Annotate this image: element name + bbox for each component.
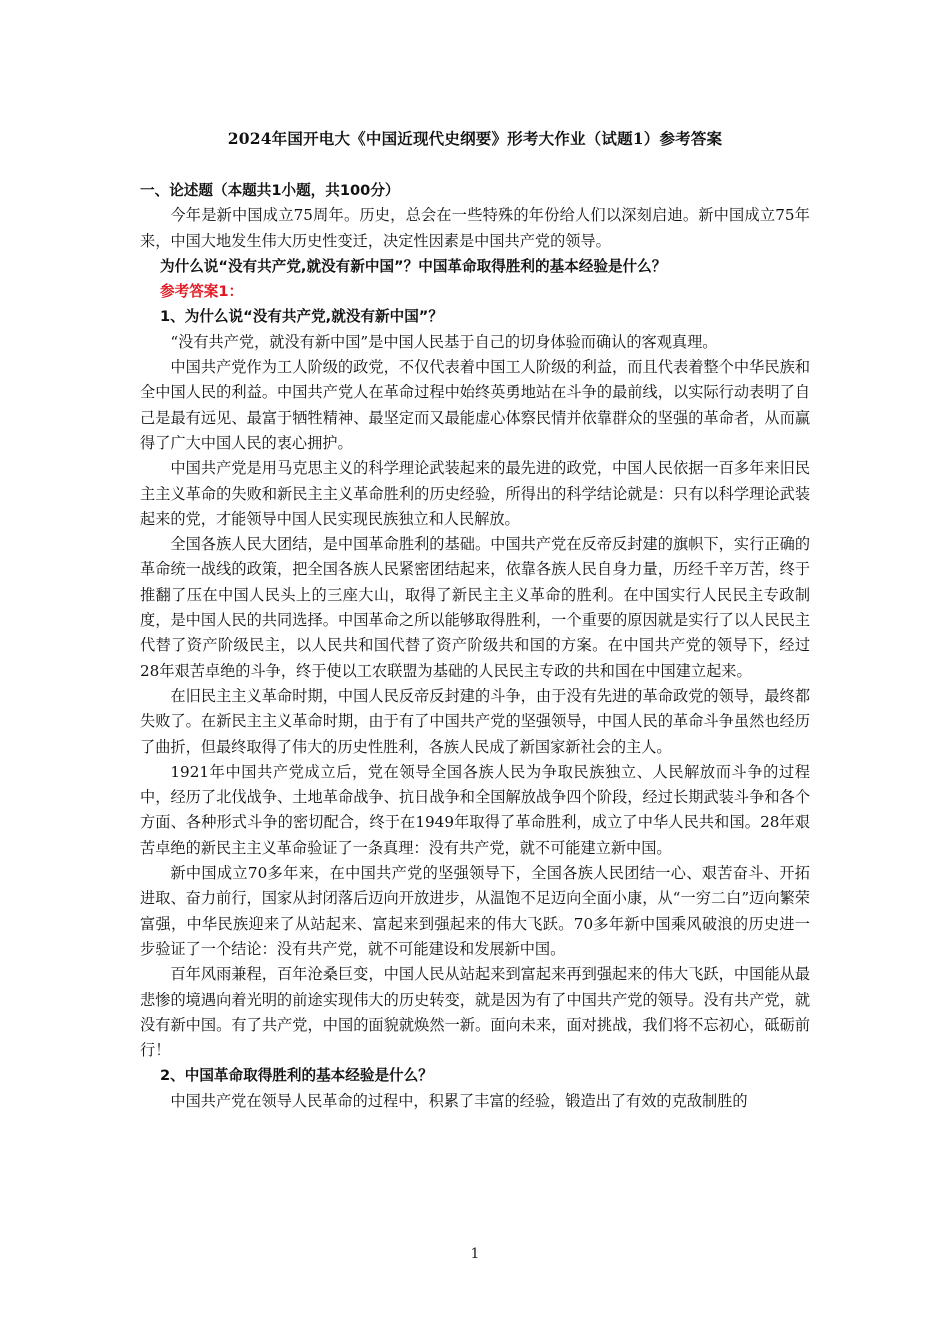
- question-text: 为什么说“没有共产党,就没有新中国”？中国革命取得胜利的基本经验是什么？: [160, 257, 667, 275]
- body-paragraph: 在旧民主主义革命时期，中国人民反帝反封建的斗争，由于没有先进的革命政党的领导，最终都失败了。在新民主主义革命时期，由于有了中国共产党的坚强领导，中国人民的革命斗争虽然也经历了曲折，但最终取得了伟大的历史性胜利，各族人民成了新国家新社会的主人。: [140, 686, 810, 756]
- body-paragraph: “没有共产党，就没有新中国”是中国人民基于自己的切身体验而确认的客观真理。: [170, 332, 718, 351]
- section-heading: 一、论述题（本题共1小题，共100分）: [140, 182, 400, 199]
- subsection-heading-1: 1、为什么说“没有共产党,就没有新中国”？: [160, 308, 443, 326]
- body-paragraph: 中国共产党是用马克思主义的科学理论武装起来的最先进的政党，中国人民依据一百多年来旧民主主义革命的失败和新民主主义革命胜利的历史经验，所得出的科学结论就是：只有以科学理论武装起来的党，才能领导中国人民实现民族独立和人民解放。: [140, 459, 810, 528]
- document-body: [140, 178, 810, 1114]
- subsection-heading-2: 2、中国革命取得胜利的基本经验是什么？: [160, 1067, 433, 1085]
- page-number: 1: [470, 1246, 480, 1262]
- document-title: 2024年国开电大《中国近现代史纲要》形考大作业（试题1）参考答案: [227, 129, 723, 148]
- body-paragraph-last: 中国共产党在领导人民革命的过程中，积累了丰富的经验，锻造出了有效的克敌制胜的: [170, 1091, 748, 1110]
- body-paragraph: 1921年中国共产党成立后，党在领导全国各族人民为争取民族独立、人民解放而斗争的过程中，经历了北伐战争、土地革命战争、抗日战争和全国解放战争四个阶段，经过长期武装斗争和各个方面、各种形式斗争的密切配合，终于在1949年取得了革命胜利，成立了中华人民共和国。28年艰苦卓绝的新民主主义革命验证了一条真理：没有共产党，就不可能建立新中国。: [140, 762, 810, 857]
- body-paragraph: 全国各族人民大团结，是中国革命胜利的基础。中国共产党在反帝反封建的旗帜下，实行正确的革命统一战线的政策，把全国各族人民紧密团结起来，依靠各族人民自身力量，历经千辛万苦，终于推翻了压在中国人民头上的三座大山，取得了新民主主义革命的胜利。在中国实行人民民主专政制度，是中国人民的共同选择。中国革命之所以能够取得胜利，一个重要的原因就是实行了以人民民主代替了资产阶级民主，以人民共和国代替了资产阶级共和国的方案。在中国共产党的领导下，经过28年艰苦卓绝的斗争，终于使以工农联盟为基础的人民民主专政的共和国在中国建立起来。: [140, 535, 810, 680]
- body-paragraph: 中国共产党作为工人阶级的政党，不仅代表着中国工人阶级的利益，而且代表着整个中华民族和全中国人民的利益。中国共产党人在革命过程中始终英勇地站在斗争的最前线，以实际行动表明了自己是最有远见、最富于牺牲精神、最坚定而又最能虚心体察民情并依靠群众的坚强的革命者，从而赢得了广大中国人民的衷心拥护。: [140, 358, 810, 452]
- body-paragraph: 百年风雨兼程，百年沧桑巨变，中国人民从站起来到富起来再到强起来的伟大飞跃，中国能从最悲惨的境遇向着光明的前途实现伟大的历史转变，就是因为有了中国共产党的领导。没有共产党，就没有新中国。有了共产党，中国的面貌就焕然一新。面向未来，面对挑战，我们将不忘初心，砥砺前行！: [140, 965, 810, 1060]
- answer-label: 参考答案1：: [160, 283, 244, 301]
- intro-paragraph: 今年是新中国成立75周年。历史，总会在一些特殊的年份给人们以深刻启迪。新中国成立75年来，中国大地发生伟大历史性变迁，决定性因素是中国共产党的领导。: [140, 206, 810, 250]
- body-paragraph: 新中国成立70多年来，在中国共产党的坚强领导下，全国各族人民团结一心、艰苦奋斗、开拓进取、奋力前行，国家从封闭落后迈向开放进步，从温饱不足迈向全面小康，从“一穷二白”迈向繁荣富强，中华民族迎来了从站起来、富起来到强起来的伟大飞跃。70多年新中国乘风破浪的历史进一步验证了一个结论：没有共产党，就不可能建设和发展新中国。: [140, 864, 810, 958]
